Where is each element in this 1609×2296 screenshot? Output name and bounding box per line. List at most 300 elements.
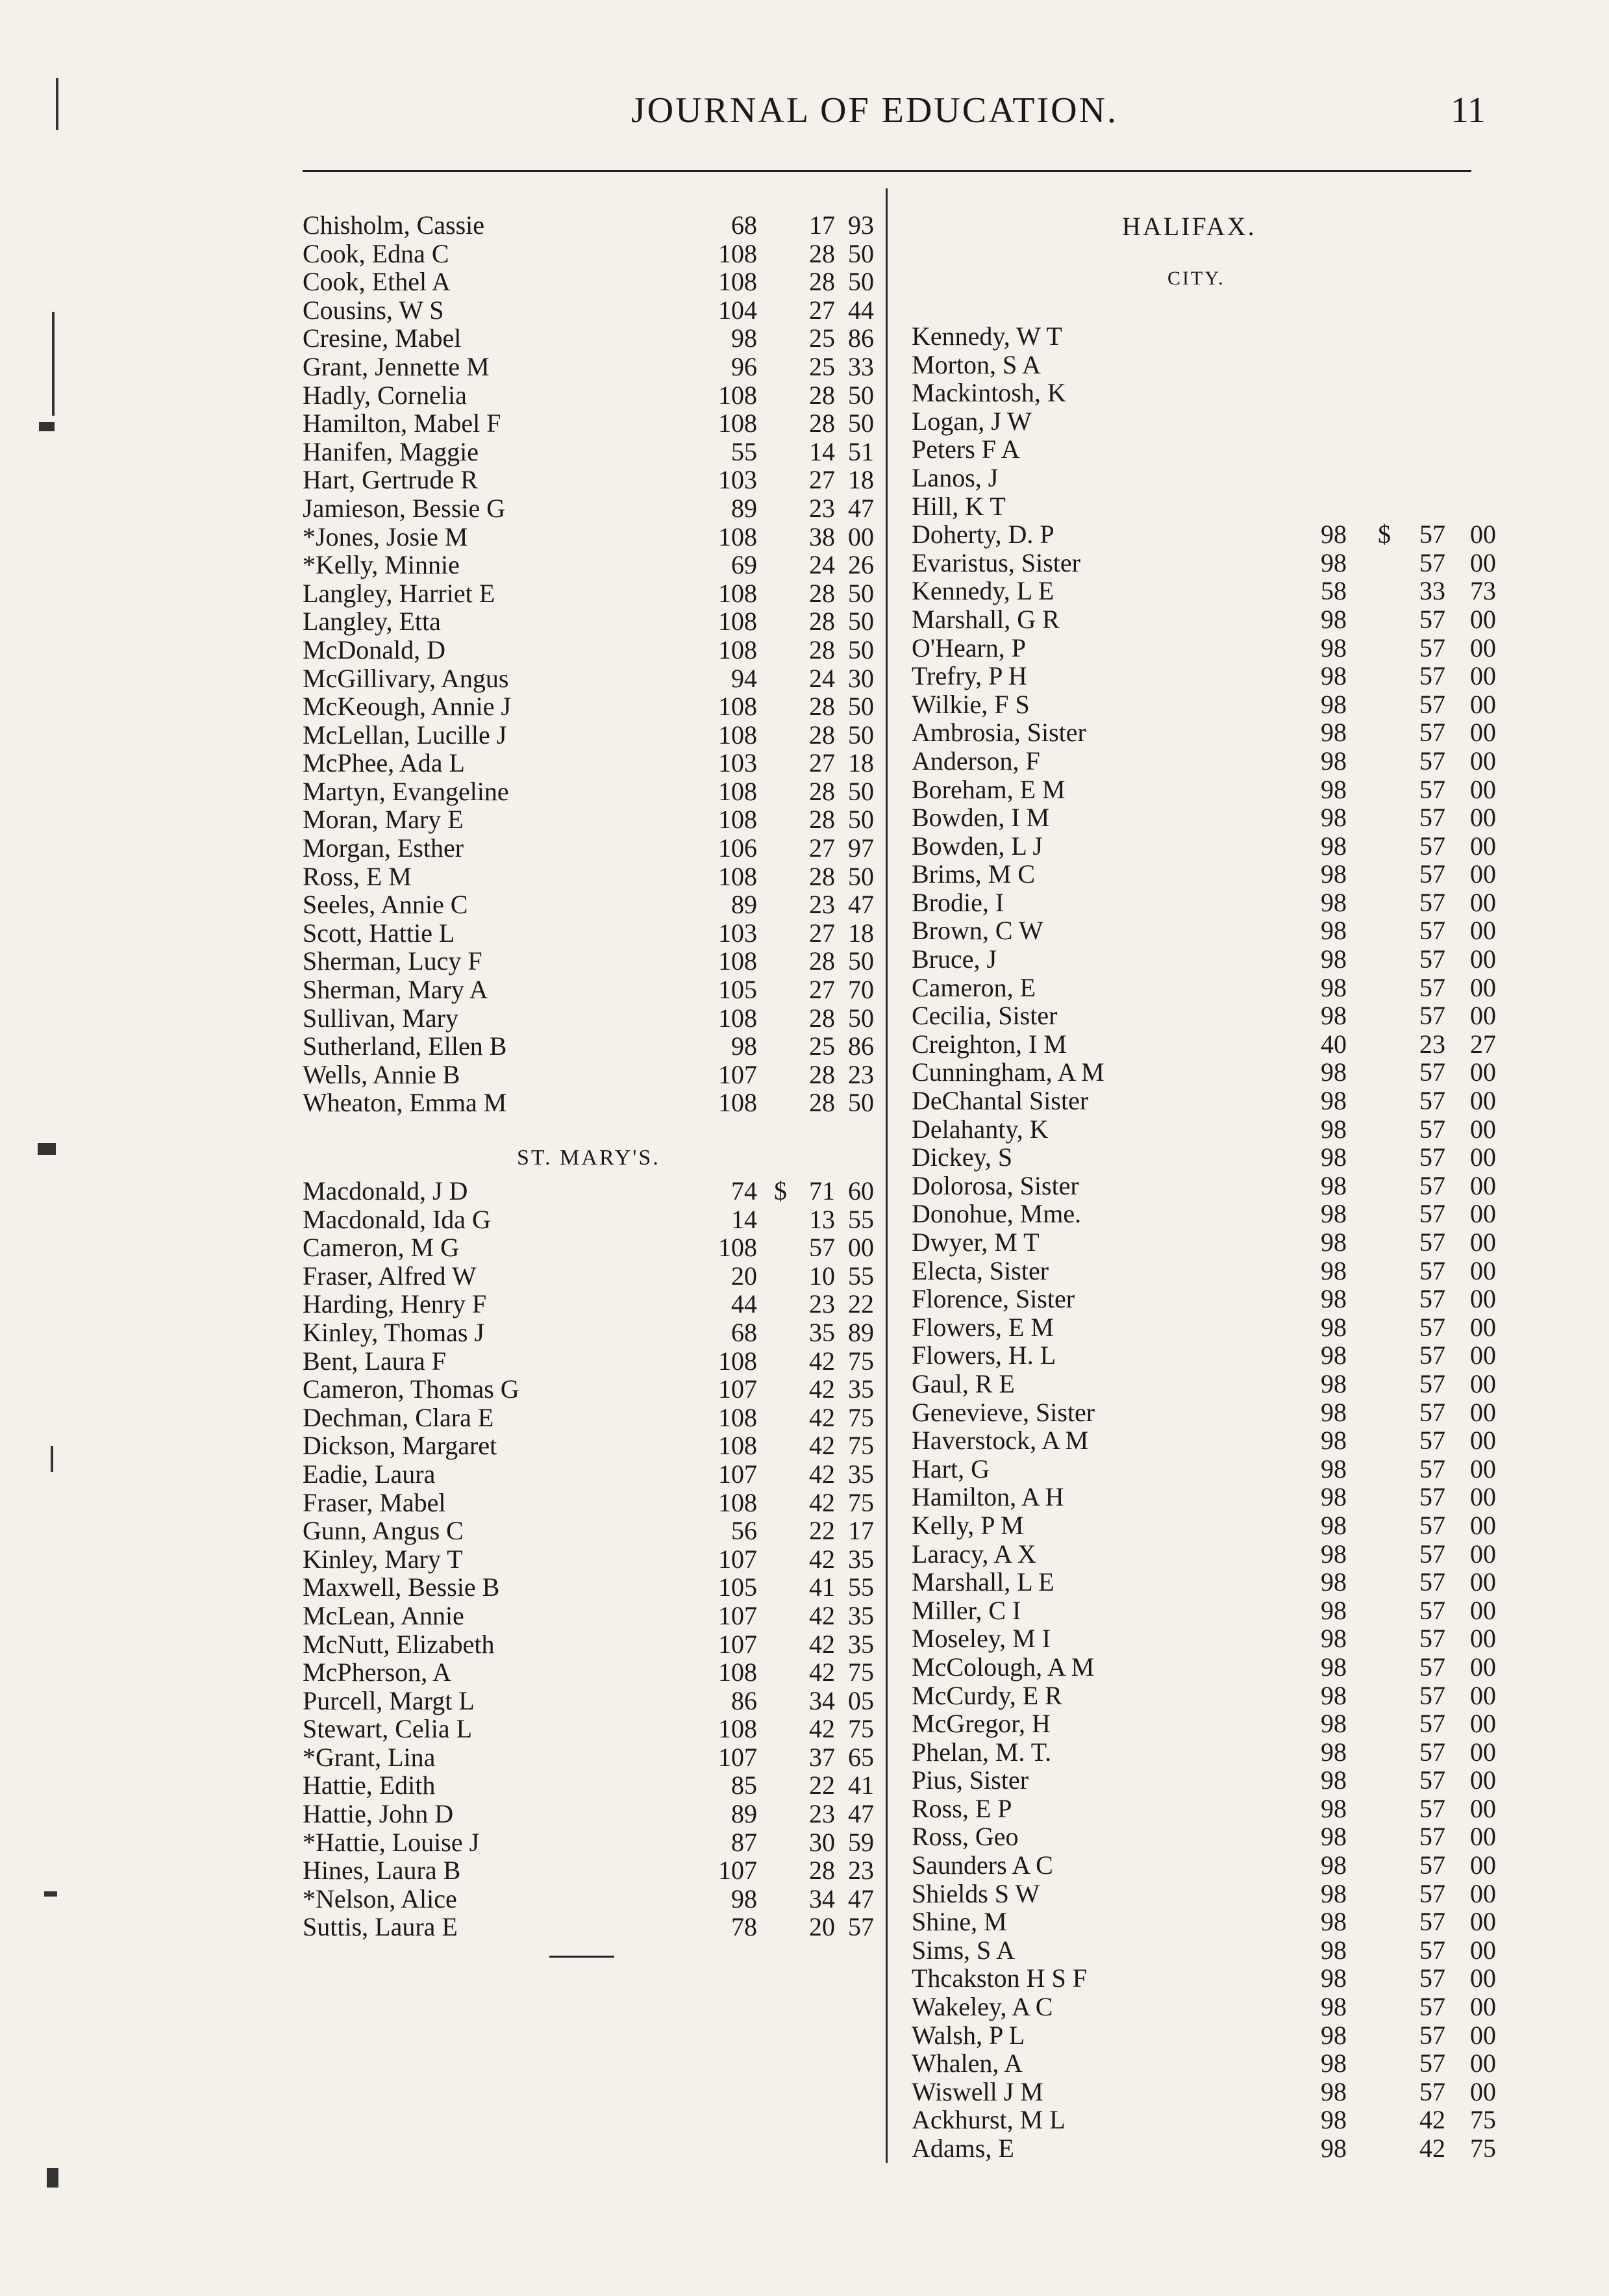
entry-name: Evaristus, Sister: [912, 548, 1080, 577]
entry-name: Ross, Geo: [912, 1822, 1019, 1852]
entry-dollars: 42: [809, 1487, 835, 1517]
entry-days: 68: [731, 1317, 757, 1347]
entry-name: Moseley, M I: [912, 1624, 1051, 1654]
list-item: [912, 1285, 1496, 1313]
entry-days: 107: [718, 1059, 757, 1089]
entry-name: *Hattie, Louise J: [303, 1827, 480, 1857]
list-item: [912, 718, 1496, 747]
entry-dollars: 57: [1419, 1426, 1445, 1456]
entry-name: Scott, Hattie L: [303, 918, 455, 948]
left-column-list: [303, 211, 874, 1117]
entry-name: McLean, Annie: [303, 1600, 464, 1630]
entry-days: 98: [1321, 1567, 1347, 1597]
entry-name: Stewart, Celia L: [303, 1714, 473, 1744]
entry-dollars: 28: [809, 238, 835, 268]
entry-dollars: 25: [809, 351, 835, 381]
entry-dollars: 57: [1419, 1709, 1445, 1739]
entry-name: Chisholm, Cassie: [303, 210, 485, 240]
page-title: JOURNAL OF EDUCATION.: [631, 90, 1119, 131]
entry-dollars: 57: [1419, 1397, 1445, 1427]
entry-cents: 00: [1470, 1228, 1496, 1257]
entry-cents: 00: [1470, 718, 1496, 748]
entry-days: 98: [1321, 633, 1347, 662]
list-item: [912, 351, 1496, 379]
entry-cents: 33: [848, 351, 874, 381]
entry-cents: 00: [1470, 1482, 1496, 1512]
entry-days: 98: [1321, 1709, 1347, 1739]
entry-name: Cunningham, A M: [912, 1057, 1104, 1087]
entry-cents: 47: [848, 1884, 874, 1913]
entry-dollars: 22: [809, 1771, 835, 1800]
entry-dollars: 57: [1419, 1312, 1445, 1342]
entry-name: Flowers, E M: [912, 1312, 1054, 1342]
entry-dollars: 57: [1419, 604, 1445, 634]
entry-days: 98: [731, 323, 757, 353]
entry-cents: 00: [1470, 887, 1496, 917]
entry-cents: 00: [1470, 604, 1496, 634]
entry-name: Cousins, W S: [303, 295, 444, 325]
list-item: [912, 803, 1496, 832]
entry-name: McPhee, Ada L: [303, 748, 465, 778]
entry-name: Trefry, P H: [912, 661, 1027, 691]
list-item: [912, 1426, 1496, 1455]
entry-dollars: 57: [1419, 1057, 1445, 1087]
list-item: [912, 1455, 1496, 1483]
entry-name: Fraser, Mabel: [303, 1487, 446, 1517]
entry-dollars: 28: [809, 267, 835, 297]
list-item: [912, 634, 1496, 662]
entry-name: Brown, C W: [912, 916, 1043, 946]
entry-dollars: 27: [809, 833, 835, 863]
entry-days: 104: [718, 295, 757, 325]
list-item: [303, 1004, 874, 1033]
entry-name: Hattie, Edith: [303, 1771, 436, 1800]
entry-days: 86: [731, 1685, 757, 1715]
list-item: [912, 1653, 1496, 1682]
entry-name: Seeles, Annie C: [303, 890, 468, 920]
entry-name: Mackintosh, K: [912, 378, 1066, 408]
entry-days: 98: [1321, 859, 1347, 889]
entry-name: *Grant, Lina: [303, 1742, 436, 1772]
entry-days: 44: [731, 1289, 757, 1319]
entry-days: 108: [718, 805, 757, 835]
entry-cents: 41: [848, 1771, 874, 1800]
entry-days: 98: [1321, 1822, 1347, 1852]
section-end-rule: [549, 1956, 614, 1958]
entry-days: 98: [1321, 2076, 1347, 2106]
entry-dollars: 42: [809, 1431, 835, 1461]
entry-cents: 18: [848, 748, 874, 778]
list-item: [303, 947, 874, 976]
entry-dollars: 57: [1419, 746, 1445, 776]
entry-dollars: 57: [1419, 1086, 1445, 1116]
entry-cents: 30: [848, 663, 874, 693]
entry-name: Suttis, Laura E: [303, 1912, 458, 1942]
entry-dollars: 57: [1419, 1822, 1445, 1852]
list-item: [303, 551, 874, 579]
entry-name: Ross, E P: [912, 1793, 1012, 1823]
entry-cents: 05: [848, 1685, 874, 1715]
entry-name: Sherman, Lucy F: [303, 946, 482, 976]
entry-dollars: 28: [809, 861, 835, 891]
entry-dollars: 57: [1419, 859, 1445, 889]
entry-dollars: 57: [1419, 633, 1445, 662]
entry-dollars: 28: [809, 692, 835, 722]
entry-dollars: 57: [1419, 1652, 1445, 1682]
entry-cents: 00: [1470, 1001, 1496, 1031]
entry-days: 108: [718, 692, 757, 722]
list-item: [912, 1087, 1496, 1115]
list-item: [303, 1856, 874, 1885]
entry-dollars: 57: [1419, 831, 1445, 861]
list-item: [303, 721, 874, 750]
entry-dollars: 23: [809, 493, 835, 523]
list-item: [912, 2106, 1496, 2134]
list-item: [303, 1489, 874, 1517]
entry-dollars: 28: [809, 1088, 835, 1118]
entry-days: 78: [731, 1912, 757, 1942]
entry-dollars: 27: [809, 465, 835, 495]
entry-dollars: 10: [809, 1261, 835, 1291]
entry-days: 108: [718, 522, 757, 551]
entry-days: 98: [1321, 1850, 1347, 1880]
entry-dollars: 28: [809, 946, 835, 976]
entry-name: Electa, Sister: [912, 1255, 1049, 1285]
entry-days: 98: [1321, 887, 1347, 917]
entry-days: 98: [1321, 548, 1347, 577]
entry-name: Cameron, Thomas G: [303, 1374, 519, 1404]
entry-dollars: 28: [809, 578, 835, 608]
entry-name: Morton, S A: [912, 349, 1041, 379]
entry-dollars: 28: [809, 1059, 835, 1089]
entry-name: Creighton, I M: [912, 1029, 1067, 1059]
entry-cents: 00: [1470, 2076, 1496, 2106]
entry-cents: 50: [848, 578, 874, 608]
list-item: [303, 579, 874, 608]
entry-name: Cook, Ethel A: [303, 267, 451, 297]
entry-cents: 00: [1470, 1963, 1496, 1993]
st-marys-heading: ST. MARY'S.: [517, 1146, 660, 1170]
entry-dollars: 57: [1419, 1963, 1445, 1993]
list-item: [303, 523, 874, 551]
entry-name: Dwyer, M T: [912, 1228, 1040, 1257]
entry-cents: 59: [848, 1827, 874, 1857]
entry-cents: 50: [848, 238, 874, 268]
list-item: [912, 1568, 1496, 1596]
list-item: [912, 435, 1496, 464]
entry-name: Doherty, D. P: [912, 520, 1054, 549]
entry-dollars: 57: [1419, 1765, 1445, 1795]
entry-cents: 00: [1470, 1086, 1496, 1116]
list-item: [912, 974, 1496, 1002]
entry-dollars: 57: [1419, 2049, 1445, 2078]
entry-days: 20: [731, 1261, 757, 1291]
entry-name: Whalen, A: [912, 2049, 1023, 2078]
entry-days: 98: [1321, 1963, 1347, 1993]
entry-name: Kennedy, W T: [912, 322, 1062, 351]
entry-dollars: 57: [1419, 689, 1445, 719]
list-item: [912, 1228, 1496, 1257]
list-item: [303, 777, 874, 806]
list-item: [303, 890, 874, 919]
entry-days: 106: [718, 833, 757, 863]
list-item: [912, 945, 1496, 974]
list-item: [912, 1993, 1496, 2021]
entry-dollars: 57: [1419, 1510, 1445, 1540]
entry-cents: 55: [848, 1572, 874, 1602]
entry-dollars: 24: [809, 663, 835, 693]
entry-cents: 50: [848, 1003, 874, 1033]
entry-days: 108: [718, 1402, 757, 1432]
list-item: [303, 466, 874, 494]
entry-dollars: 57: [1419, 548, 1445, 577]
entry-name: Cresine, Mabel: [303, 323, 462, 353]
entry-dollars: 57: [1419, 1482, 1445, 1512]
entry-name: Hanifen, Maggie: [303, 436, 479, 466]
entry-cents: 65: [848, 1742, 874, 1772]
page-number: 11: [1451, 90, 1486, 131]
entry-cents: 35: [848, 1629, 874, 1659]
entry-days: 107: [718, 1459, 757, 1489]
list-item: [912, 1483, 1496, 1511]
entry-name: Kinley, Thomas J: [303, 1317, 484, 1347]
list-item: [303, 1602, 874, 1630]
entry-dollars: 22: [809, 1516, 835, 1546]
list-item: [912, 832, 1496, 861]
entry-dollars: 13: [809, 1204, 835, 1234]
entry-cents: 00: [1470, 633, 1496, 662]
entry-name: Macdonald, Ida G: [303, 1204, 491, 1234]
entry-cents: 00: [1470, 746, 1496, 776]
entry-dollars: 57: [1419, 1255, 1445, 1285]
entry-dollars: 17: [809, 210, 835, 240]
entry-name: Langley, Harriet E: [303, 578, 495, 608]
entry-name: Brims, M C: [912, 859, 1036, 889]
entry-dollars: 57: [1419, 887, 1445, 917]
list-item: [912, 747, 1496, 776]
list-item: [912, 690, 1496, 719]
entry-days: 98: [1321, 2049, 1347, 2078]
entry-dollars: 42: [809, 1600, 835, 1630]
margin-mark: [44, 1891, 57, 1897]
entry-cents: 00: [1470, 916, 1496, 946]
entry-dollars: 42: [809, 1346, 835, 1376]
entry-days: 98: [1321, 1086, 1347, 1116]
entry-days: 108: [718, 861, 757, 891]
entry-name: Dechman, Clara E: [303, 1402, 494, 1432]
entry-cents: 50: [848, 607, 874, 637]
entry-name: Jamieson, Bessie G: [303, 493, 506, 523]
entry-days: 108: [718, 578, 757, 608]
entry-days: 103: [718, 918, 757, 948]
entry-dollars: 57: [1419, 1142, 1445, 1172]
entry-dollars: 57: [809, 1233, 835, 1263]
entry-days: 85: [731, 1771, 757, 1800]
list-item: [912, 520, 1496, 549]
entry-cents: 70: [848, 975, 874, 1005]
entry-days: 108: [718, 409, 757, 438]
entry-cents: 51: [848, 436, 874, 466]
list-item: [303, 438, 874, 466]
entry-name: Marshall, L E: [912, 1567, 1054, 1597]
entry-cents: 00: [1470, 1709, 1496, 1739]
list-item: [912, 464, 1496, 492]
entry-cents: 00: [1470, 1878, 1496, 1908]
entry-dollars: 27: [809, 748, 835, 778]
header-rule: [303, 170, 1471, 172]
entry-dollars: 37: [809, 1742, 835, 1772]
entry-name: Sutherland, Ellen B: [303, 1031, 507, 1061]
entry-name: Eadie, Laura: [303, 1459, 436, 1489]
entry-name: McLellan, Lucille J: [303, 720, 507, 750]
entry-cents: 00: [1470, 831, 1496, 861]
list-item: [912, 1002, 1496, 1030]
entry-name: Phelan, M. T.: [912, 1737, 1052, 1767]
entry-name: Miller, C I: [912, 1595, 1021, 1625]
list-item: [912, 1115, 1496, 1144]
entry-name: Ambrosia, Sister: [912, 718, 1086, 748]
entry-dollars: 57: [1419, 803, 1445, 833]
entry-dollars: 71: [809, 1176, 835, 1205]
list-item: [912, 1682, 1496, 1710]
list-item: [303, 805, 874, 834]
list-item: [912, 916, 1496, 945]
entry-name: Gunn, Angus C: [303, 1516, 464, 1546]
list-item: [303, 381, 874, 410]
entry-cents: 00: [1470, 1454, 1496, 1483]
entry-cents: 18: [848, 918, 874, 948]
entry-days: 98: [1321, 2134, 1347, 2163]
entry-currency: $: [774, 1176, 787, 1205]
entry-days: 98: [1321, 803, 1347, 833]
entry-name: Marshall, G R: [912, 604, 1060, 634]
entry-name: *Jones, Josie M: [303, 522, 468, 551]
list-item: [912, 889, 1496, 917]
entry-dollars: 57: [1419, 1992, 1445, 2022]
entry-days: 98: [1321, 604, 1347, 634]
entry-days: 108: [718, 267, 757, 297]
entry-cents: 00: [1470, 1652, 1496, 1682]
entry-cents: 00: [1470, 1199, 1496, 1229]
list-item: [303, 1743, 874, 1772]
entry-cents: 00: [1470, 520, 1496, 549]
entry-name: Sullivan, Mary: [303, 1003, 458, 1033]
entry-days: 98: [1321, 774, 1347, 804]
entry-name: McCurdy, E R: [912, 1680, 1062, 1710]
entry-days: 68: [731, 210, 757, 240]
entry-cents: 35: [848, 1544, 874, 1574]
list-item: [912, 1257, 1496, 1285]
entry-dollars: 28: [809, 805, 835, 835]
entry-cents: 00: [1470, 1907, 1496, 1937]
entry-days: 98: [1321, 1652, 1347, 1682]
entry-dollars: 23: [809, 1799, 835, 1829]
entry-dollars: 57: [1419, 1369, 1445, 1398]
entry-days: 98: [1321, 1935, 1347, 1965]
list-item: [303, 1630, 874, 1659]
entry-name: Cook, Edna C: [303, 238, 449, 268]
entry-dollars: 23: [809, 1289, 835, 1319]
entry-dollars: 57: [1419, 1001, 1445, 1031]
entry-cents: 23: [848, 1059, 874, 1089]
entry-days: 98: [1321, 1482, 1347, 1512]
entry-cents: 27: [1470, 1029, 1496, 1059]
entry-dollars: 57: [1419, 1624, 1445, 1654]
entry-days: 108: [718, 635, 757, 664]
entry-name: Sherman, Mary A: [303, 975, 488, 1005]
entry-cents: 47: [848, 493, 874, 523]
list-item: [303, 1885, 874, 1913]
entry-name: Laracy, A X: [912, 1539, 1036, 1569]
list-item: [303, 1290, 874, 1318]
entry-days: 107: [718, 1742, 757, 1772]
entry-name: Saunders A C: [912, 1850, 1053, 1880]
entry-days: 98: [1321, 1170, 1347, 1200]
entry-name: Florence, Sister: [912, 1284, 1075, 1314]
list-item: [303, 353, 874, 381]
entry-days: 98: [1321, 1595, 1347, 1625]
list-item: [303, 1828, 874, 1857]
margin-mark: [51, 1446, 53, 1472]
entry-days: 89: [731, 890, 757, 920]
list-item: [303, 494, 874, 523]
entry-days: 105: [718, 1572, 757, 1602]
entry-cents: 50: [848, 692, 874, 722]
entry-name: Wakeley, A C: [912, 1992, 1053, 2022]
entry-name: Hart, Gertrude R: [303, 465, 478, 495]
list-item: [303, 1205, 874, 1234]
entry-cents: 50: [848, 946, 874, 976]
entry-name: O'Hearn, P: [912, 633, 1027, 662]
entry-cents: 00: [1470, 774, 1496, 804]
entry-dollars: 57: [1419, 1793, 1445, 1823]
entry-cents: 75: [1470, 2134, 1496, 2163]
entry-days: 98: [1321, 1539, 1347, 1569]
entry-days: 98: [1321, 1992, 1347, 2022]
entry-dollars: 57: [1419, 1170, 1445, 1200]
list-item: [303, 1545, 874, 1574]
entry-dollars: 57: [1419, 1284, 1445, 1314]
entry-name: Hadly, Cornelia: [303, 380, 467, 410]
list-item: [912, 1030, 1496, 1059]
entry-dollars: 57: [1419, 1850, 1445, 1880]
entry-cents: 00: [1470, 1397, 1496, 1427]
entry-name: Wheaton, Emma M: [303, 1088, 507, 1118]
entry-days: 98: [1321, 972, 1347, 1002]
entry-dollars: 57: [1419, 1199, 1445, 1229]
entry-name: Boreham, E M: [912, 774, 1066, 804]
entry-name: Flowers, H. L: [912, 1341, 1056, 1370]
list-item: [303, 863, 874, 891]
city-subheading: CITY.: [1167, 268, 1225, 289]
list-item: [303, 240, 874, 268]
entry-cents: 50: [848, 861, 874, 891]
entry-cents: 26: [848, 550, 874, 580]
entry-dollars: 35: [809, 1317, 835, 1347]
entry-days: 98: [1321, 1737, 1347, 1767]
list-item: [303, 636, 874, 664]
entry-cents: 00: [1470, 1539, 1496, 1569]
entry-cents: 75: [848, 1714, 874, 1744]
entry-days: 56: [731, 1516, 757, 1546]
list-item: [912, 662, 1496, 690]
entry-name: McGregor, H: [912, 1709, 1051, 1739]
entry-dollars: 57: [1419, 916, 1445, 946]
margin-mark: [38, 1143, 56, 1155]
entry-cents: 50: [848, 635, 874, 664]
entry-days: 107: [718, 1600, 757, 1630]
entry-dollars: 57: [1419, 1454, 1445, 1483]
